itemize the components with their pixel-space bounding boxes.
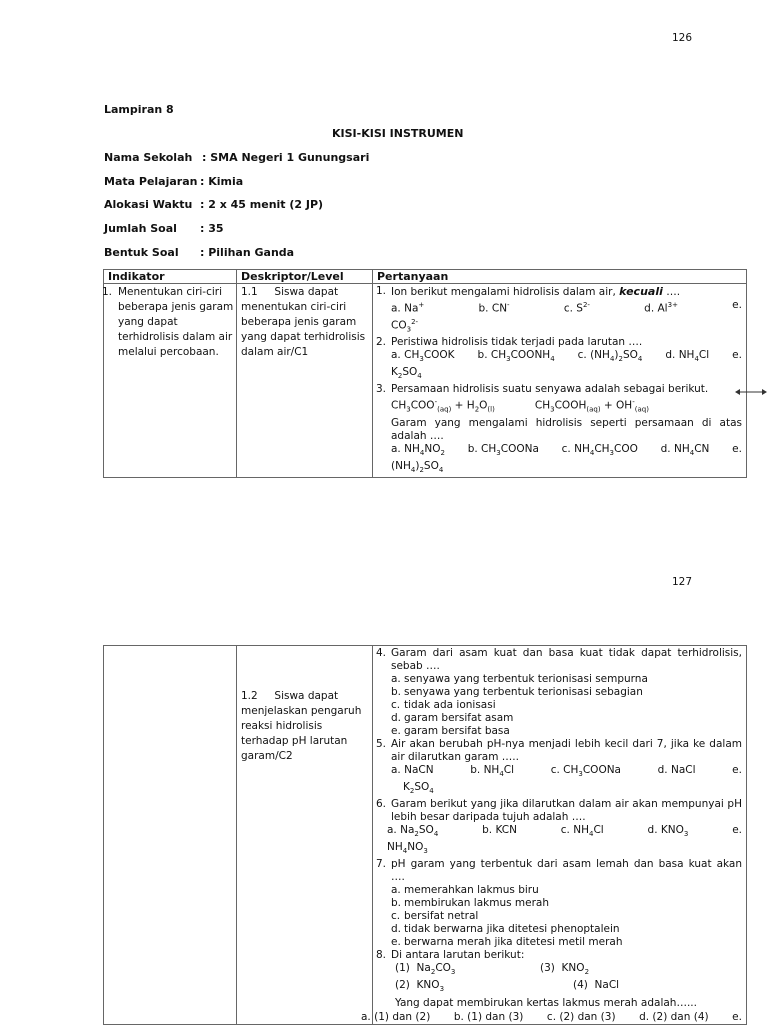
header-deskriptor: Deskriptor/Level xyxy=(237,270,373,284)
indikator-cell xyxy=(104,646,237,1025)
document-title: KISI-KISI INSTRUMEN xyxy=(332,127,464,140)
deskriptor-text: Siswa dapat menentukan ciri-ciri beberapa jenis garam yang dapat terhidrolisis dalam air/C1 xyxy=(241,286,366,358)
info-alokasi-waktu xyxy=(104,198,323,211)
answer-row: a. (1) dan (2) b. (1) dan (3) c. (2) dan (3) d. (2) dan (4) e. xyxy=(361,1010,742,1023)
pertanyaan-cell xyxy=(373,284,747,478)
question-4: 4. Garam dari asam kuat dan basa kuat tidak dapat terhidrolisis, sebab …. xyxy=(376,647,742,672)
answer-row: a. Na+ b. CN- c. $S^{2-}$ d. $Al^{3+}$ e. xyxy=(391,299,742,315)
info-value: : Pilihan Ganda xyxy=(200,246,295,259)
question-8: 8. Di antara larutan berikut: xyxy=(376,949,525,962)
deskriptor-cell xyxy=(237,284,373,478)
question-ellipsis: …. xyxy=(666,286,681,298)
info-label: Alokasi Waktu xyxy=(104,198,193,211)
info-jumlah-soal xyxy=(104,222,224,235)
answer-row: a. NaCN b. $NH_4Cl$ c. $CH_3COONa$ d. NaCl e. xyxy=(391,764,742,779)
info-label: Bentuk Soal xyxy=(104,246,179,259)
header-pertanyaan: Pertanyaan xyxy=(373,270,747,284)
option-item: e. garam bersifat basa xyxy=(391,725,510,737)
table-row xyxy=(104,284,747,478)
answer-continued: $(NH_4)_2SO_4$ xyxy=(391,459,444,475)
question-note: Yang dapat membirukan kertas lakmus merah adalah…... xyxy=(395,996,697,1009)
info-label: Jumlah Soal xyxy=(104,222,177,235)
indikator-cell xyxy=(104,284,237,478)
answer-row: a. $Na_2SO_4$ b. KCN c. $NH_4Cl$ d. $KNO_3$ e. xyxy=(387,824,742,839)
deskriptor-text: Siswa dapat menjelaskan pengaruh reaksi hidrolisis terhadap pH larutan garam/C2 xyxy=(241,690,362,762)
table-header-row xyxy=(104,270,747,284)
option-item: a. memerahkan lakmus biru xyxy=(391,884,539,897)
page-number: 127 xyxy=(672,576,693,588)
indikator-number: 1. xyxy=(102,286,113,298)
question-6: 6. Garam berikut yang jika dilarutkan dalam air akan mempunyai pH lebih besar daripada tujuh adalah …. xyxy=(376,798,742,824)
deskriptor-number: 1.2 xyxy=(241,690,258,702)
indikator-text: Menentukan ciri-ciri beberapa jenis garam yang dapat terhidrolisis dalam air melalui percobaan. xyxy=(118,286,234,358)
question-1: 1. Ion berikut mengalami hidrolisis dalam air, kecuali …. xyxy=(376,285,681,298)
info-value: : Kimia xyxy=(200,175,244,188)
info-nama-sekolah xyxy=(104,151,369,164)
lampiran-label: Lampiran 8 xyxy=(104,103,174,116)
answer-row: a. $CH_3COOK$ b. $CH_3COONH_4$ c. $(NH_4)_2SO_4$ d. $NH_4Cl$ e. xyxy=(391,349,742,364)
question-text: pH garam yang terbentuk dari asam lemah dan basa kuat akan …. xyxy=(391,858,742,884)
info-label: Nama Sekolah xyxy=(104,151,193,164)
page-number: 126 xyxy=(672,32,693,44)
option-item: c. tidak ada ionisasi xyxy=(391,699,496,711)
option-item: e. berwarna merah jika ditetesi metil merah xyxy=(391,936,623,949)
deskriptor-cell xyxy=(237,646,373,1025)
info-value: : SMA Negeri 1 Gunungsari xyxy=(202,151,370,164)
kisi-kisi-table xyxy=(103,269,747,478)
question-3: 3. Persamaan hidrolisis suatu senyawa adalah sebagai berikut. xyxy=(376,383,709,396)
question-text: Garam dari asam kuat dan basa kuat tidak dapat terhidrolisis, sebab …. xyxy=(391,647,742,672)
answer-continued: $K_2SO_4$ xyxy=(391,366,422,381)
question-text: Persamaan hidrolisis suatu senyawa adalah sebagai berikut. xyxy=(391,383,709,396)
info-label: Mata Pelajaran xyxy=(104,175,198,188)
question-text: Di antara larutan berikut: xyxy=(391,949,525,962)
answer-continued: $CO_3^{2-}$ xyxy=(391,317,419,334)
info-value: : 35 xyxy=(200,222,224,235)
question-text: Air akan berubah pH-nya menjadi lebih kecil dari 7, jika ke dalam air dilarutkan garam ….. xyxy=(391,738,742,763)
option-item: d. garam bersifat asam xyxy=(391,712,514,724)
option-item: c. bersifat netral xyxy=(391,910,479,923)
answer-continued: $NH_4NO_3$ xyxy=(387,841,428,856)
emphasis-text: kecuali xyxy=(619,285,663,298)
answer-continued: $K_2SO_4$ xyxy=(403,781,434,796)
info-bentuk-soal xyxy=(104,246,294,259)
info-mata-pelajaran xyxy=(104,175,243,188)
info-value: : 2 x 45 menit (2 JP) xyxy=(200,198,324,211)
option-item: d. tidak berwarna jika ditetesi phenoptalein xyxy=(391,923,620,936)
solution-list-row: (2) $KNO_3$ (4) NaCl xyxy=(395,979,620,994)
deskriptor-number: 1.1 xyxy=(241,286,258,298)
question-5: 5. Air akan berubah pH-nya menjadi lebih kecil dari 7, jika ke dalam air dilarutkan garam ….. xyxy=(376,738,742,763)
table-row xyxy=(104,646,747,1025)
pertanyaan-cell xyxy=(361,646,747,1025)
question-text: Ion berikut mengalami hidrolisis dalam air, xyxy=(391,286,616,298)
answer-row: a. $NH_4NO_2$ b. $CH_3COONa$ c. $NH_4CH_3COO$ d. $NH_4CN$ e. xyxy=(391,442,742,457)
question-text: Garam berikut yang jika dilarutkan dalam air akan mempunyai pH lebih besar daripada tujuh adalah …. xyxy=(391,798,742,824)
equation: $CH_3COO^-_{(aq)} + H_2O_{(l)}$ $CH_3COOH_{(aq)} + OH^-_{(aq)}$ xyxy=(391,398,649,414)
header-indikator: Indikator xyxy=(104,270,237,284)
option-item: b. membirukan lakmus merah xyxy=(391,897,550,910)
option-item: b. senyawa yang terbentuk terionisasi sebagian xyxy=(391,686,643,698)
question-7: 7. pH garam yang terbentuk dari asam lemah dan basa kuat akan …. xyxy=(376,858,742,884)
question-2: 2. Peristiwa hidrolisis tidak terjadi pada larutan …. xyxy=(376,336,643,349)
question-note: Garam yang mengalami hidrolisis seperti persamaan di atas adalah …. xyxy=(391,416,742,442)
option-item: a. senyawa yang terbentuk terionisasi sempurna xyxy=(391,673,648,685)
solution-list-row: (1) $Na_2CO_3$ (3) $KNO_2$ xyxy=(395,962,590,977)
equilibrium-arrow-icon xyxy=(735,386,767,398)
kisi-kisi-table-continued xyxy=(103,645,747,1025)
question-text: Peristiwa hidrolisis tidak terjadi pada larutan …. xyxy=(391,336,643,349)
